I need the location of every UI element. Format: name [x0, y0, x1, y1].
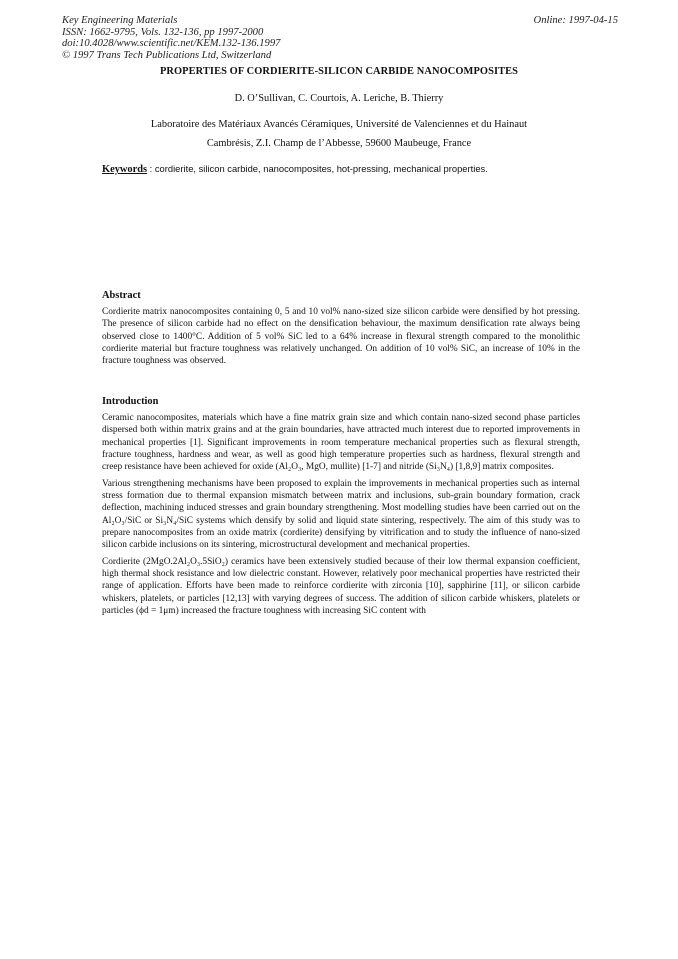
abstract-heading: Abstract: [102, 290, 141, 301]
issn-line: ISSN: 1662-9795, Vols. 132-136, pp 1997-2000: [62, 26, 264, 38]
doi-line[interactable]: doi:10.4028/www.scientific.net/KEM.132-136.1997: [62, 38, 281, 50]
affiliation: [0, 115, 678, 153]
affiliation-line-2: Cambrésis, Z.I. Champ de l’Abbesse, 59600 Maubeuge, France: [206, 138, 472, 149]
keywords: [102, 163, 582, 175]
keywords-text: : cordierite, silicon carbide, nanocomposites, hot-pressing, mechanical properties.: [147, 163, 488, 174]
introduction-paragraph-2: Various strengthening mechanisms have been proposed to explain the improvements in mechanical properties such as internal stress formation due to thermal expansion mismatch between matrix and inclusions, sub-grain boundary formation, crack deflection, machining induced stresses and grain boundary strengthening. Most modelling studies have been carried out on the Al₂O₃/SiC or Si₃N₄/SiC systems which densify by solid and liquid state sintering, respectively. The aim of this study was to prepare nanocomposites from an oxide matrix (cordierite) densifying by vitrification and to study the influence of nano-sized silicon carbide inclusions on its sintering, microstructural development and mechanical properties.: [102, 478, 580, 550]
journal-header: [62, 15, 618, 61]
journal-name: Key Engineering Materials: [62, 15, 178, 26]
abstract-section: [102, 290, 580, 372]
keywords-label: Keywords: [102, 164, 148, 175]
author-list: D. O’Sullivan, C. Courtois, A. Leriche, B. Thierry: [234, 93, 444, 104]
online-date: Online: 1997-04-15: [533, 15, 618, 26]
paper-title: PROPERTIES OF CORDIERITE-SILICON CARBIDE NANOCOMPOSITES: [159, 66, 519, 77]
abstract-text: Cordierite matrix nanocomposites containing 0, 5 and 10 vol% nano-sized size silicon carbide were densified by hot pressing. The presence of silicon carbide had no effect on the densification behaviour, the maximum densification rate always being observed close to 1400°C. Addition of 5 vol% SiC led to a 64% increase in flexural strength compared to the monolithic cordierite material but fracture toughness was relatively unchanged. On addition of 10 vol% SiC, an increase of 10% in the fracture toughness was observed.: [102, 307, 580, 366]
copyright-line: © 1997 Trans Tech Publications Ltd, Switzerland: [62, 49, 272, 61]
introduction-paragraph-1: Ceramic nanocomposites, materials which have a fine matrix grain size and which contain nano-sized second phase particles dispersed both within matrix grains and at the grain boundaries, have attracted much interest due to reported improvements in mechanical properties [1]. Significant improvements in room temperature mechanical properties such as flexural strength, fracture toughness, hardness and wear, as well as good high temperature properties such as hardness, flexural strength and creep resistance have been achieved for oxide (Al₂O₃, MgO, mullite) [1-7] and nitride (Si₃N₄) [1,8,9] matrix composites.: [102, 413, 580, 472]
introduction-section: [102, 396, 580, 622]
introduction-paragraph-3: Cordierite (2MgO.2Al₂O₃.5SiO₂) ceramics have been extensively studied because of their low thermal expansion coefficient, high thermal shock resistance and low dielectric constant. However, relatively poor mechanical properties have restricted their range of application. Efforts have been made to reinforce cordierite with zirconia [10], sapphirine [11], or silicon carbide whiskers, platelets, or particles [12,13] with varying degrees of success. The addition of silicon carbide whiskers, platelets or particles (ϕd = 1μm) increased the fracture toughness with increasing SiC content with: [102, 556, 580, 616]
introduction-heading: Introduction: [102, 396, 159, 407]
affiliation-line-1: Laboratoire des Matériaux Avancés Céramiques, Université de Valenciennes et du Hainaut: [150, 119, 528, 130]
